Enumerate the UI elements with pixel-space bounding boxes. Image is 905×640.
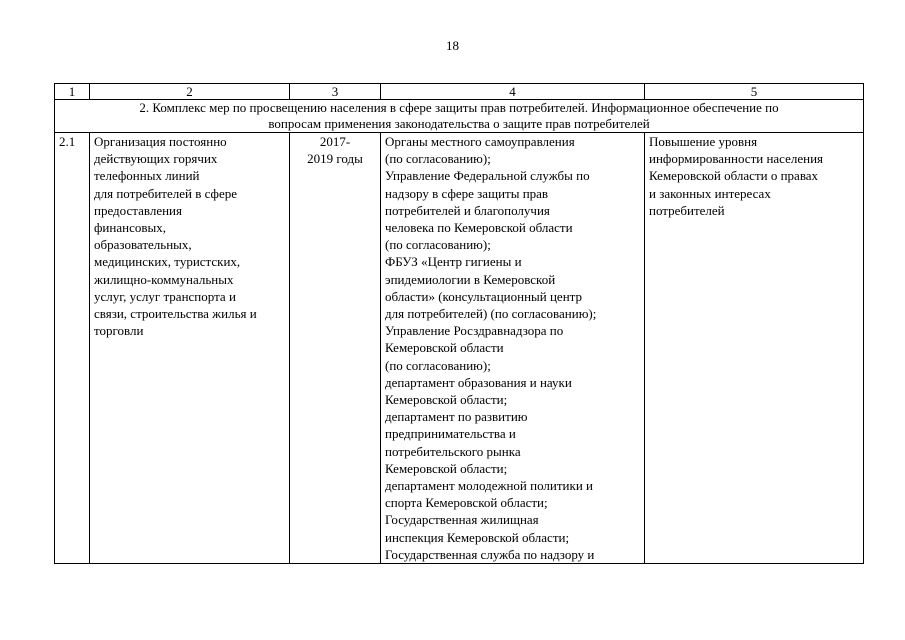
- section-title-row: [55, 100, 864, 133]
- header-cell-5: 5: [645, 84, 864, 100]
- header-cell-4: 4: [381, 84, 645, 100]
- header-cell-3: 3: [290, 84, 381, 100]
- measures-table: [54, 83, 864, 564]
- activity-cell: Организация постоянно действующих горячих телефонных линий для потребителей в сфере предоставления финансовых, образовательных, медицинских, туристских, жилищно-коммунальных услуг, услуг транспорта и связи, строительства жилья и торговли: [90, 133, 290, 564]
- page-number: 18: [446, 38, 459, 53]
- header-cell-2: 2: [90, 84, 290, 100]
- section-title: 2. Комплекс мер по просвещению населения в сфере защиты прав потребителей. Информационное обеспечение по вопросам применения законодательства о защите прав потребителей: [55, 100, 864, 133]
- executors-cell: Органы местного самоуправления (по согласованию); Управление Федеральной службы по надзору в сфере защиты прав потребителей и благополучия человека по Кемеровской области (по согласованию); ФБУЗ «Центр гигиены и эпидемиологии в Кемеровской области» (консультационный центр для потребителей) (по согласованию); Управление Росздравнадзора по Кемеровской области (по согласованию); департамент образования и науки Кемеровской области; департамент по развитию предпринимательства и потребительского рынка Кемеровской области; департамент молодежной политики и спорта Кемеровской области; Государственная жилищная инспекция Кемеровской области; Государственная служба по надзору и: [381, 133, 645, 564]
- row-number: 2.1: [55, 133, 90, 564]
- header-cell-1: 1: [55, 84, 90, 100]
- period-cell: 2017- 2019 годы: [290, 133, 381, 564]
- result-cell: Повышение уровня информированности населения Кемеровской области о правах и законных интересах потребителей: [645, 133, 864, 564]
- table-header-row: [55, 84, 864, 100]
- table-row: [55, 133, 864, 564]
